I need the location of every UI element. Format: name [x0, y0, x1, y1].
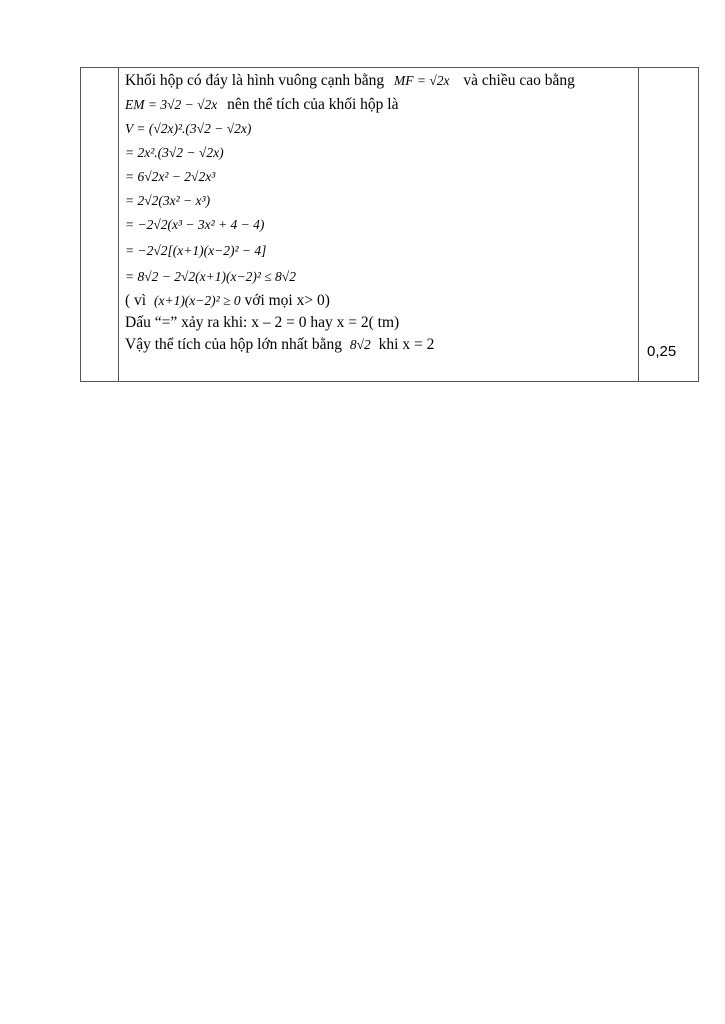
text: với mọi x> 0): [244, 292, 330, 309]
text: khi x = 2: [378, 336, 435, 353]
line-11: Dấu “=” xảy ra khi: x – 2 = 0 hay x = 2( tm): [125, 314, 400, 331]
formula-line-4: = 2x².(3√2 − √2x): [125, 145, 224, 160]
formula-max: 8√2: [349, 337, 371, 352]
text: nên thể tích của khối hộp là: [227, 96, 399, 113]
text: Khối hộp có đáy là hình vuông cạnh bằng: [125, 72, 385, 89]
formula-line-8: = −2√2[(x+1)(x−2)² − 4]: [125, 243, 267, 258]
score-column: [638, 68, 698, 381]
line-10: [125, 290, 330, 312]
formula-mf: MF = √2x: [394, 73, 450, 88]
formula-line-7: = −2√2(x³ − 3x² + 4 − 4): [125, 217, 265, 232]
line-2: [125, 94, 398, 116]
score-value: 0,25: [647, 343, 677, 360]
line-12: [125, 334, 434, 356]
text: Vậy thể tích của hộp lớn nhất bằng: [125, 336, 342, 353]
solution-table: [80, 67, 699, 382]
index-column: [81, 68, 119, 381]
formula-em: EM = 3√2 − √2x: [125, 97, 218, 112]
text: và chiều cao bằng: [463, 72, 575, 89]
formula-line-6: = 2√2(3x² − x³): [125, 193, 211, 208]
formula-line-3: V = (√2x)².(3√2 − √2x): [125, 121, 252, 136]
text: ( vì: [125, 292, 147, 309]
line-1: [125, 70, 575, 92]
formula-condition: (x+1)(x−2)² ≥ 0: [153, 293, 241, 308]
formula-line-5: = 6√2x² − 2√2x³: [125, 169, 216, 184]
formula-line-9: = 8√2 − 2√2(x+1)(x−2)² ≤ 8√2: [125, 269, 296, 284]
